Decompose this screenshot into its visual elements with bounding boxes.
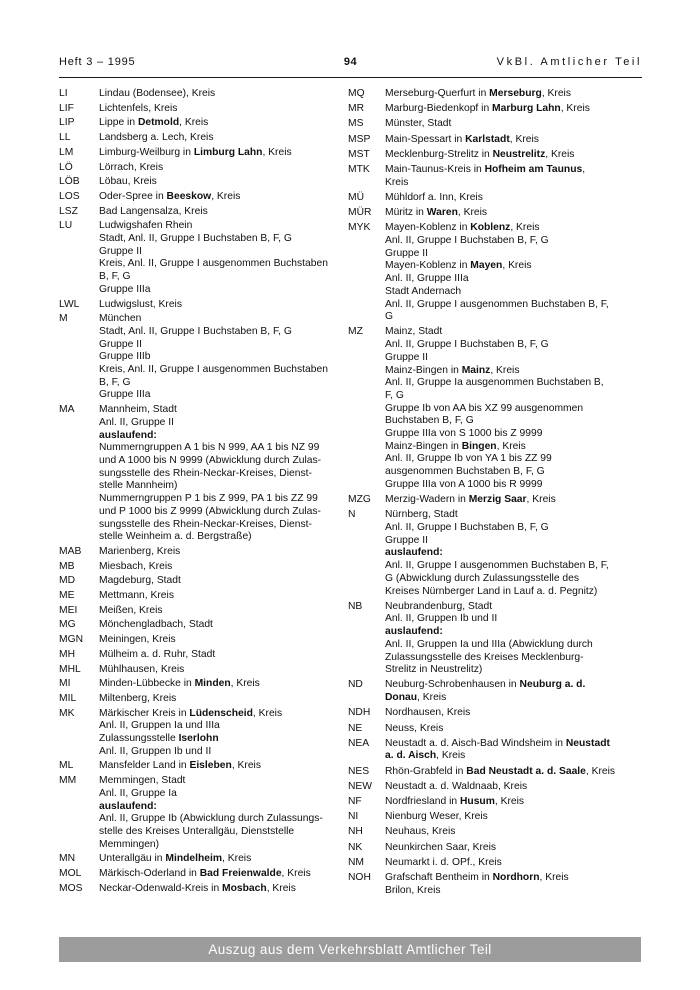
- entry-code: M: [59, 313, 68, 325]
- entry-description: [99, 575, 348, 588]
- entry-line: Neuburg-Schrobenhausen in Neuburg a. d.: [385, 679, 586, 691]
- entry-description: [385, 88, 641, 101]
- entry-description: [385, 842, 641, 855]
- entry-code: MHL: [59, 663, 81, 675]
- entry-code: LL: [59, 132, 71, 144]
- list-entry: [59, 313, 348, 402]
- entry-code: MOS: [59, 882, 83, 894]
- entry-line: Gruppe Ib von AA bis XZ 99 ausgenommen: [385, 402, 584, 414]
- entry-description: [99, 88, 348, 101]
- entry-code: ND: [348, 679, 363, 691]
- entry-line: Mainz, Stadt: [385, 326, 443, 338]
- entry-code: MD: [59, 575, 76, 587]
- list-entry: [59, 191, 348, 204]
- entry-line: Gruppe II: [385, 534, 428, 546]
- entry-line: Anl. II, Gruppe II: [99, 416, 174, 428]
- entry-line: Anl. II, Gruppe IIIa: [385, 273, 469, 285]
- entry-line: Neunkirchen Saar, Kreis: [385, 841, 497, 853]
- entry-description: [99, 664, 348, 677]
- entry-code: MR: [348, 103, 365, 115]
- header-publication: VkBl. Amtlicher Teil: [496, 56, 642, 68]
- entry-line: Meißen, Kreis: [99, 604, 163, 616]
- entry-line: F, G: [385, 389, 404, 401]
- list-entry: [348, 811, 641, 824]
- entry-description: [99, 313, 348, 402]
- list-entry: [59, 619, 348, 632]
- entry-line: Kreis, Anl. II, Gruppe I ausgenommen Buchstaben: [99, 364, 328, 376]
- entry-code: LI: [59, 88, 68, 99]
- header-issue: Heft 3 – 1995: [59, 56, 136, 68]
- entry-code: MH: [59, 648, 76, 660]
- entry-line: Anl. II, Gruppe Ia: [99, 787, 177, 799]
- entry-code: LM: [59, 146, 74, 158]
- entry-line: B, F, G: [99, 376, 131, 388]
- entry-description: [385, 872, 641, 897]
- list-entry: [348, 766, 641, 779]
- entry-line: Neustadt a. d. Waldnaab, Kreis: [385, 780, 528, 792]
- entry-line: G: [385, 311, 394, 323]
- entry-code: LSZ: [59, 205, 78, 217]
- entry-line: Anl. II, Gruppe Ia ausgenommen Buchstaben B,: [385, 377, 604, 389]
- entry-description: [385, 857, 641, 870]
- entry-line: Zulassungsstelle Iserlohn: [99, 733, 219, 745]
- entry-line: und A 1000 bis N 9999 (Abwicklung durch Zulas-: [99, 454, 322, 466]
- entry-description: [385, 192, 641, 205]
- entry-description: [99, 206, 348, 219]
- entry-line: Main-Spessart in Karlstadt, Kreis: [385, 133, 539, 145]
- entry-line: sungsstelle des Rhein-Neckar-Kreises, Dienst-: [99, 518, 312, 530]
- entry-description: [385, 494, 641, 507]
- list-entry: [348, 134, 641, 147]
- list-entry: [348, 601, 641, 677]
- entry-line: Marienberg, Kreis: [99, 545, 181, 557]
- entry-line: Müritz in Waren, Kreis: [385, 207, 488, 219]
- entry-description: [385, 738, 641, 763]
- entry-code: NEW: [348, 780, 373, 792]
- entry-line: Gruppe IIIb: [99, 351, 151, 363]
- list-entry: [59, 117, 348, 130]
- entry-line: Rhön-Grabfeld in Bad Neustadt a. d. Saale, Kreis: [385, 765, 616, 777]
- entry-line: auslaufend:: [99, 429, 157, 441]
- entry-line: Limburg-Weilburg in Limburg Lahn, Kreis: [99, 146, 292, 158]
- entry-line: auslaufend:: [99, 800, 157, 812]
- code-list-column-right: [348, 88, 641, 900]
- entry-description: [385, 601, 641, 677]
- entry-line: Neustadt a. d. Aisch-Bad Windsheim in Neustadt: [385, 737, 610, 749]
- entry-line: Unterallgäu in Mindelheim, Kreis: [99, 853, 252, 865]
- entry-line: Mayen-Koblenz in Koblenz, Kreis: [385, 222, 540, 234]
- entry-line: Anl. II, Gruppe I ausgenommen Buchstaben B, F,: [385, 298, 609, 310]
- entry-code: NK: [348, 841, 363, 853]
- entry-description: [99, 775, 348, 851]
- entry-code: N: [348, 509, 356, 521]
- entry-description: [99, 561, 348, 574]
- entry-code: MQ: [348, 88, 365, 99]
- entry-line: Stadt Andernach: [385, 285, 462, 297]
- entry-line: Zulassungsstelle des Kreises Mecklenburg-: [385, 651, 584, 663]
- entry-description: [385, 781, 641, 794]
- entry-line: B, F, G: [99, 271, 131, 283]
- entry-line: Nordfriesland in Husum, Kreis: [385, 796, 525, 808]
- list-entry: [59, 103, 348, 116]
- entry-line: stelle des Kreises Unterallgäu, Dienststelle: [99, 825, 295, 837]
- entry-code: MI: [59, 678, 71, 690]
- entry-code: ML: [59, 760, 74, 772]
- entry-description: [385, 222, 641, 324]
- entry-line: Lippe in Detmold, Kreis: [99, 117, 209, 129]
- entry-line: Merseburg-Querfurt in Merseburg, Kreis: [385, 88, 571, 99]
- entry-line: Miesbach, Kreis: [99, 560, 173, 572]
- entry-line: Brilon, Kreis: [385, 884, 441, 896]
- entry-description: [99, 103, 348, 116]
- entry-line: Nummerngruppen P 1 bis Z 999, PA 1 bis ZZ 99: [99, 493, 318, 505]
- list-entry: [59, 693, 348, 706]
- entry-line: Stadt, Anl. II, Gruppe I Buchstaben B, F, G: [99, 233, 292, 245]
- entry-line: Gruppe IIIa von A 1000 bis R 9999: [385, 478, 543, 490]
- entry-code: MSP: [348, 133, 371, 145]
- entry-line: Gruppe II: [385, 247, 428, 259]
- list-entry: [59, 760, 348, 773]
- entry-line: stelle Weinheim a. d. Bergstraße): [99, 531, 252, 543]
- entry-code: MB: [59, 560, 75, 572]
- entry-description: [385, 164, 641, 189]
- entry-line: Mönchengladbach, Stadt: [99, 619, 213, 631]
- list-entry: [59, 404, 348, 544]
- list-entry: [348, 842, 641, 855]
- entry-description: [99, 883, 348, 896]
- entry-code: MST: [348, 148, 370, 160]
- list-entry: [348, 207, 641, 220]
- entry-code: MK: [59, 707, 75, 719]
- list-entry: [348, 509, 641, 598]
- entry-line: Miltenberg, Kreis: [99, 692, 177, 704]
- entry-line: Main-Taunus-Kreis in Hofheim am Taunus,: [385, 164, 586, 176]
- list-entry: [59, 88, 348, 101]
- entry-code: LOS: [59, 190, 80, 202]
- entry-line: Mansfelder Land in Eisleben, Kreis: [99, 760, 261, 772]
- entry-code: LIF: [59, 102, 74, 114]
- list-entry: [348, 872, 641, 897]
- entry-line: a. d. Aisch, Kreis: [385, 750, 466, 762]
- entry-line: Meiningen, Kreis: [99, 634, 176, 646]
- entry-line: sungsstelle des Rhein-Neckar-Kreises, Dienst-: [99, 467, 312, 479]
- entry-line: Mülheim a. d. Ruhr, Stadt: [99, 648, 216, 660]
- list-entry: [348, 118, 641, 131]
- list-entry: [59, 664, 348, 677]
- list-entry: [59, 883, 348, 896]
- entry-description: [99, 117, 348, 130]
- entry-description: [385, 679, 641, 704]
- entry-code: MIL: [59, 692, 77, 704]
- entry-description: [385, 134, 641, 147]
- list-entry: [348, 494, 641, 507]
- entry-line: Gruppe IIIa von S 1000 bis Z 9999: [385, 428, 543, 440]
- entry-code: MTK: [348, 164, 370, 176]
- list-entry: [59, 162, 348, 175]
- entry-description: [99, 176, 348, 189]
- entry-description: [385, 118, 641, 131]
- list-entry: [348, 326, 641, 491]
- list-entry: [59, 853, 348, 866]
- entry-line: Mühlhausen, Kreis: [99, 663, 185, 675]
- entry-line: Memmingen): [99, 838, 160, 850]
- entry-line: Gruppe IIIa: [99, 283, 151, 295]
- entry-code: NI: [348, 811, 359, 823]
- entry-description: [99, 693, 348, 706]
- entry-description: [99, 162, 348, 175]
- list-entry: [348, 738, 641, 763]
- entry-line: Magdeburg, Stadt: [99, 575, 181, 587]
- entry-description: [385, 766, 641, 779]
- entry-code: NF: [348, 796, 362, 808]
- list-entry: [59, 649, 348, 662]
- list-entry: [59, 176, 348, 189]
- page-number: 94: [343, 56, 358, 68]
- entry-code: NEA: [348, 737, 370, 749]
- entry-line: Gruppe IIIa: [99, 389, 151, 401]
- entry-line: Neuhaus, Kreis: [385, 826, 456, 838]
- entry-line: München: [99, 313, 142, 325]
- list-entry: [59, 206, 348, 219]
- list-entry: [59, 561, 348, 574]
- entry-description: [99, 404, 348, 544]
- entry-line: Anl. II, Gruppen Ia und IIIa: [99, 720, 220, 732]
- entry-line: G (Abwicklung durch Zulassungsstelle des: [385, 572, 580, 584]
- list-entry: [348, 222, 641, 324]
- entry-line: Merzig-Wadern in Merzig Saar, Kreis: [385, 494, 556, 506]
- entry-line: Neuss, Kreis: [385, 722, 444, 734]
- entry-line: Neubrandenburg, Stadt: [385, 600, 493, 612]
- entry-line: Anl. II, Gruppe I Buchstaben B, F, G: [385, 522, 549, 533]
- entry-code: MYK: [348, 222, 371, 234]
- list-entry: [348, 164, 641, 189]
- list-entry: [348, 88, 641, 101]
- list-entry: [348, 679, 641, 704]
- entry-line: auslaufend:: [385, 626, 443, 638]
- entry-description: [99, 132, 348, 145]
- entry-line: Mettmann, Kreis: [99, 590, 174, 602]
- entry-code: MA: [59, 404, 75, 416]
- entry-description: [99, 147, 348, 160]
- entry-description: [99, 708, 348, 759]
- entry-line: Ludwigslust, Kreis: [99, 298, 182, 310]
- list-entry: [59, 590, 348, 603]
- entry-line: Münster, Stadt: [385, 118, 452, 130]
- entry-description: [99, 868, 348, 881]
- footer-banner: Auszug aus dem Verkehrsblatt Amtlicher Teil: [59, 937, 641, 962]
- entry-line: Oder-Spree in Beeskow, Kreis: [99, 190, 241, 202]
- entry-line: Märkischer Kreis in Lüdenscheid, Kreis: [99, 707, 283, 719]
- entry-description: [385, 723, 641, 736]
- entry-line: Bad Langensalza, Kreis: [99, 205, 208, 217]
- entry-line: Neckar-Odenwald-Kreis in Mosbach, Kreis: [99, 882, 296, 894]
- entry-code: MÜR: [348, 207, 372, 219]
- entry-line: Anl. II, Gruppe I Buchstaben B, F, G: [385, 339, 549, 351]
- entry-description: [385, 707, 641, 720]
- code-list: [59, 88, 641, 900]
- entry-description: [99, 760, 348, 773]
- entry-line: Strelitz in Neustrelitz): [385, 664, 483, 676]
- list-entry: [59, 775, 348, 851]
- entry-description: [385, 509, 641, 598]
- entry-description: [99, 191, 348, 204]
- entry-line: Nordhausen, Kreis: [385, 707, 471, 719]
- entry-line: Anl. II, Gruppe I ausgenommen Buchstaben B, F,: [385, 560, 609, 572]
- entry-line: Landsberg a. Lech, Kreis: [99, 132, 214, 144]
- list-entry: [348, 826, 641, 839]
- entry-line: Mecklenburg-Strelitz in Neustrelitz, Kreis: [385, 148, 575, 160]
- list-entry: [59, 634, 348, 647]
- entry-description: [385, 796, 641, 809]
- entry-line: Mayen-Koblenz in Mayen, Kreis: [385, 260, 532, 272]
- entry-description: [99, 649, 348, 662]
- entry-description: [385, 326, 641, 491]
- entry-code: MG: [59, 619, 76, 631]
- entry-line: auslaufend:: [385, 547, 443, 559]
- entry-description: [99, 678, 348, 691]
- entry-line: Ludwigshafen Rhein: [99, 220, 193, 232]
- page-header: [59, 56, 642, 78]
- entry-line: Anl. II, Gruppe Ib (Abwicklung durch Zulassungs-: [99, 813, 323, 825]
- list-entry: [59, 868, 348, 881]
- entry-line: Donau, Kreis: [385, 692, 447, 704]
- list-entry: [348, 707, 641, 720]
- entry-code: MEI: [59, 604, 78, 616]
- entry-line: Mainz-Bingen in Mainz, Kreis: [385, 364, 520, 376]
- entry-line: Grafschaft Bentheim in Nordhorn, Kreis: [385, 872, 569, 884]
- entry-code: NH: [348, 826, 363, 838]
- list-entry: [348, 149, 641, 162]
- list-entry: [59, 299, 348, 312]
- entry-code: MGN: [59, 634, 84, 646]
- entry-line: Lörrach, Kreis: [99, 161, 164, 173]
- list-entry: [59, 708, 348, 759]
- entry-code: MS: [348, 118, 364, 130]
- entry-code: NES: [348, 765, 370, 777]
- entry-line: stelle Mannheim): [99, 480, 178, 492]
- entry-line: Nummerngruppen A 1 bis N 999, AA 1 bis NZ 99: [99, 442, 320, 454]
- entry-code: NB: [348, 600, 363, 612]
- entry-description: [99, 299, 348, 312]
- list-entry: [59, 147, 348, 160]
- entry-line: und P 1000 bis Z 9999 (Abwicklung durch Zulas-: [99, 505, 321, 517]
- list-entry: [59, 132, 348, 145]
- entry-line: Märkisch-Oderland in Bad Freienwalde, Kreis: [99, 868, 311, 880]
- entry-code: NDH: [348, 707, 371, 719]
- entry-description: [99, 619, 348, 632]
- list-entry: [348, 103, 641, 116]
- entry-code: LIP: [59, 117, 75, 129]
- entry-description: [99, 546, 348, 559]
- list-entry: [59, 575, 348, 588]
- entry-code: MOL: [59, 868, 82, 880]
- entry-description: [385, 149, 641, 162]
- entry-line: Anl. II, Gruppe I Buchstaben B, F, G: [385, 235, 549, 247]
- entry-code: LU: [59, 220, 73, 232]
- entry-line: Gruppe II: [99, 338, 142, 350]
- entry-code: NE: [348, 722, 363, 734]
- entry-line: Neumarkt i. d. OPf., Kreis: [385, 856, 502, 868]
- entry-code: MAB: [59, 545, 82, 557]
- list-entry: [59, 220, 348, 296]
- entry-code: NM: [348, 856, 365, 868]
- entry-description: [385, 811, 641, 824]
- entry-line: Buchstaben B, F, G: [385, 415, 474, 427]
- entry-code: MM: [59, 775, 77, 787]
- code-list-column-left: [59, 88, 348, 900]
- entry-line: Anl. II, Gruppen Ia und IIIa (Abwicklung durch: [385, 638, 593, 650]
- entry-line: Anl. II, Gruppen Ib und II: [99, 745, 212, 757]
- entry-line: Gruppe II: [99, 245, 142, 257]
- entry-line: Nienburg Weser, Kreis: [385, 811, 488, 823]
- entry-code: LWL: [59, 298, 80, 310]
- entry-line: Marburg-Biedenkopf in Marburg Lahn, Kreis: [385, 103, 590, 115]
- entry-code: LÖB: [59, 176, 80, 188]
- entry-line: Minden-Lübbecke in Minden, Kreis: [99, 678, 260, 690]
- list-entry: [59, 678, 348, 691]
- entry-line: Mühldorf a. Inn, Kreis: [385, 191, 483, 203]
- entry-line: Lichtenfels, Kreis: [99, 102, 178, 114]
- list-entry: [348, 723, 641, 736]
- entry-code: ME: [59, 590, 75, 602]
- entry-code: NOH: [348, 872, 371, 884]
- list-entry: [348, 857, 641, 870]
- entry-line: Anl. II, Gruppen Ib und II: [385, 613, 498, 625]
- entry-line: ausgenommen Buchstaben B, F, G: [385, 466, 545, 478]
- entry-line: Kreis, Anl. II, Gruppe I ausgenommen Buchstaben: [99, 258, 328, 270]
- entry-code: MN: [59, 853, 76, 865]
- entry-description: [99, 634, 348, 647]
- entry-line: Mainz-Bingen in Bingen, Kreis: [385, 440, 526, 452]
- entry-line: Kreis: [385, 176, 409, 188]
- list-entry: [348, 192, 641, 205]
- entry-description: [99, 590, 348, 603]
- entry-line: Kreises Nürnberger Land in Lauf a. d. Pegnitz): [385, 585, 598, 597]
- list-entry: [348, 796, 641, 809]
- entry-line: Löbau, Kreis: [99, 176, 157, 188]
- entry-line: Nürnberg, Stadt: [385, 509, 458, 521]
- entry-line: Mannheim, Stadt: [99, 404, 177, 416]
- entry-code: MZ: [348, 326, 363, 338]
- entry-description: [99, 220, 348, 296]
- entry-code: MÜ: [348, 191, 365, 203]
- entry-description: [99, 605, 348, 618]
- entry-line: Anl. II, Gruppe Ib von YA 1 bis ZZ 99: [385, 453, 552, 465]
- entry-line: Lindau (Bodensee), Kreis: [99, 88, 216, 99]
- entry-code: LÖ: [59, 161, 73, 173]
- entry-line: Memmingen, Stadt: [99, 775, 186, 787]
- entry-description: [385, 826, 641, 839]
- list-entry: [59, 605, 348, 618]
- entry-code: MZG: [348, 494, 371, 506]
- list-entry: [59, 546, 348, 559]
- entry-line: Stadt, Anl. II, Gruppe I Buchstaben B, F, G: [99, 325, 292, 337]
- entry-description: [99, 853, 348, 866]
- list-entry: [348, 781, 641, 794]
- entry-description: [385, 103, 641, 116]
- entry-description: [385, 207, 641, 220]
- entry-line: Gruppe II: [385, 351, 428, 363]
